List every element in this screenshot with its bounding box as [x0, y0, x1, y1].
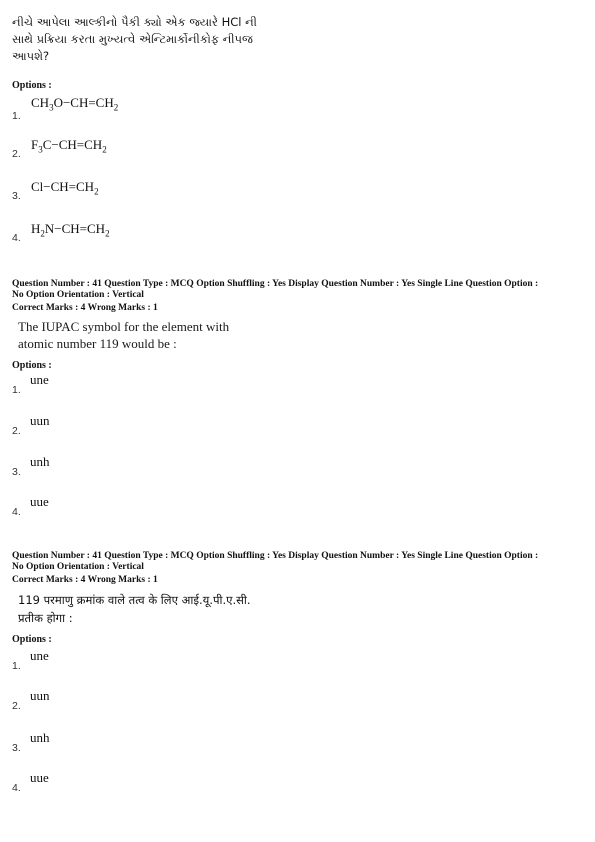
q1-text-line2: સાથે પ્રક્રિયા કરતા મુખ્યત્વે એન્ટિમાર્કોનીકોફ નીપજ [12, 32, 253, 46]
q2-question-text [18, 318, 583, 352]
option-value: uun [30, 413, 50, 428]
q3-meta-line1: Question Number : 41 Question Type : MCQ Option Shuffling : Yes Display Question Number : Yes Single Line Question Option : [12, 551, 539, 561]
option-formula: $CH_3O-CH=CH_2$ [31, 95, 119, 113]
q2-meta-line1: Question Number : 41 Question Type : MCQ Option Shuffling : Yes Display Question Number : Yes Single Line Question Option : [12, 279, 539, 289]
q2-option-4[interactable] [12, 494, 312, 530]
q2-question-meta [12, 279, 583, 301]
q1-text-line3: આપશે? [12, 49, 50, 63]
q2-meta-line2: No Option Orientation : Vertical [12, 290, 144, 300]
q2-marks: Correct Marks : 4 Wrong Marks : 1 [12, 303, 158, 313]
q2-option-1[interactable] [12, 372, 312, 408]
q3-option-1[interactable] [12, 648, 312, 684]
q2-text-line1: The IUPAC symbol for the element with [18, 319, 230, 334]
option-value: unh [30, 730, 50, 745]
q1-option-4[interactable] [12, 219, 312, 255]
q3-question-meta [12, 551, 583, 573]
q2-text-line2: atomic number 119 would be : [18, 336, 177, 351]
option-value: uue [30, 494, 49, 509]
option-number: 1. [12, 384, 21, 396]
option-number: 3. [12, 742, 21, 754]
option-number: 1. [12, 110, 21, 122]
q3-option-3[interactable] [12, 730, 312, 766]
option-number: 4. [12, 506, 21, 518]
q1-text-line1: નીચે આપેલા આલ્કીનો પૈકી ક્યો એક જ્યારે HCl ની [12, 15, 257, 29]
option-value: unh [30, 454, 50, 469]
option-value: une [30, 372, 49, 387]
q1-options-label: Options : [12, 80, 52, 91]
option-formula: $H_2N-CH=CH_2$ [31, 221, 110, 239]
option-number: 4. [12, 782, 21, 794]
q1-question-text [12, 14, 583, 65]
option-value: uun [30, 688, 50, 703]
q2-options-label: Options : [12, 360, 52, 371]
option-number: 2. [12, 148, 21, 160]
q3-marks: Correct Marks : 4 Wrong Marks : 1 [12, 575, 158, 585]
option-value: uue [30, 770, 49, 785]
option-number: 1. [12, 660, 21, 672]
q1-option-2[interactable] [12, 135, 312, 171]
q3-question-text [18, 591, 583, 627]
q1-option-1[interactable] [12, 93, 312, 129]
option-value: une [30, 648, 49, 663]
option-number: 2. [12, 425, 21, 437]
q3-option-4[interactable] [12, 770, 312, 806]
q2-option-3[interactable] [12, 454, 312, 490]
q3-meta-line2: No Option Orientation : Vertical [12, 562, 144, 572]
option-number: 2. [12, 700, 21, 712]
option-formula: $F_3C-CH=CH_2$ [31, 137, 107, 155]
q3-option-2[interactable] [12, 688, 312, 724]
q2-option-2[interactable] [12, 413, 312, 449]
q3-text-line2: प्रतीक होगा : [18, 611, 73, 625]
option-number: 4. [12, 232, 21, 244]
q3-options-label: Options : [12, 634, 52, 645]
option-formula: $Cl-CH=CH_2$ [31, 179, 99, 197]
option-number: 3. [12, 466, 21, 478]
option-number: 3. [12, 190, 21, 202]
q1-option-3[interactable] [12, 177, 312, 213]
q3-text-line1: 119 परमाणु क्रमांक वाले तत्व के लिए आई.यू.पी.ए.सी. [18, 593, 251, 607]
